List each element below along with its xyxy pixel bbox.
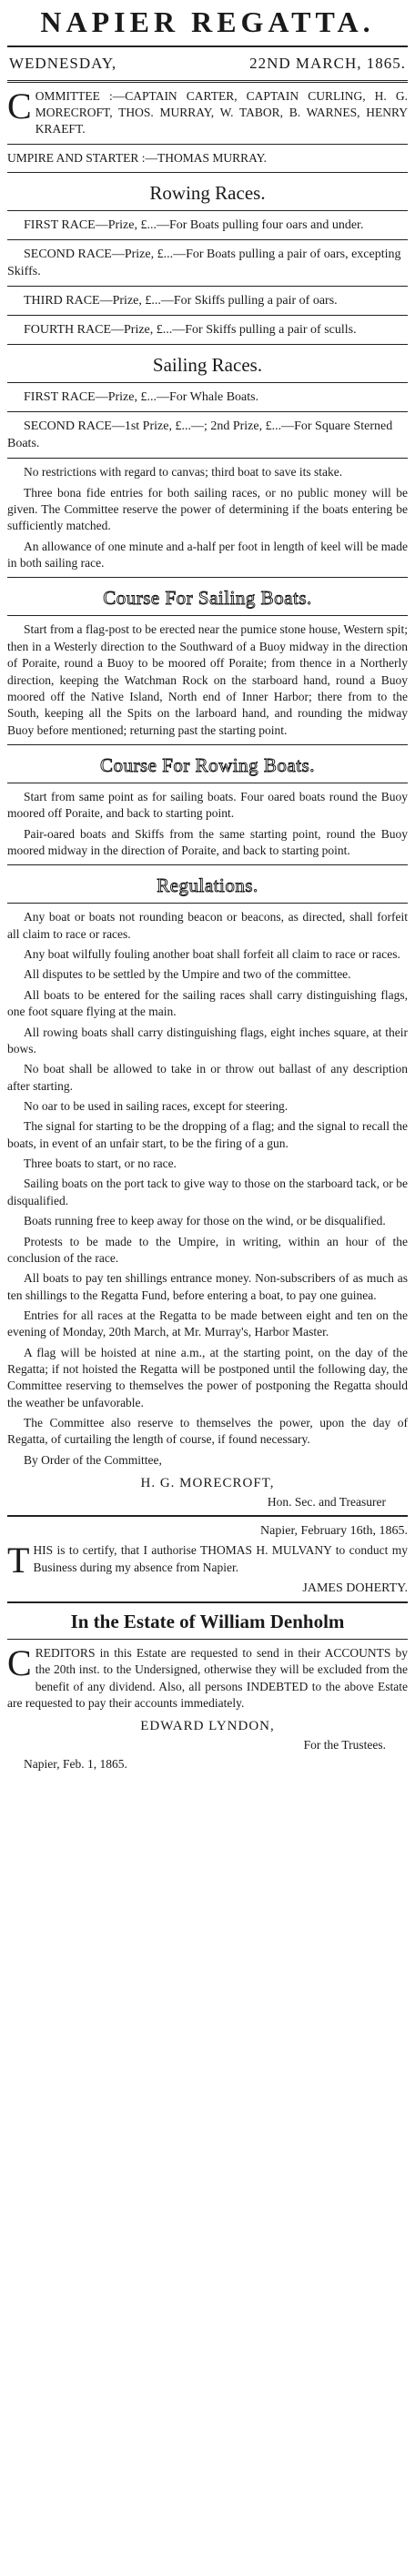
regulation-item: All rowing boats shall carry distinguishing flags, eight inches square, at their bows. bbox=[7, 1025, 408, 1056]
estate-heading: In the Estate of William Denholm bbox=[70, 1610, 345, 1632]
notice-rule bbox=[7, 1515, 408, 1517]
regulations-list bbox=[7, 909, 408, 1448]
doherty-signature: JAMES DOHERTY. bbox=[302, 1581, 408, 1595]
sailing-race-item: SECOND RACE—1st Prize, £...—; 2nd Prize, £...—For Square Sterned Boats. bbox=[7, 419, 393, 451]
race-divider bbox=[7, 411, 408, 412]
course-rowing-heading: Course For Rowing Boats. bbox=[99, 753, 315, 776]
sailing-heading-rule bbox=[7, 382, 408, 383]
rowing-race-item: FIRST RACE—Prize, £...—For Boats pulling four oars and under. bbox=[24, 218, 364, 233]
race-divider bbox=[7, 344, 408, 345]
sailing-races-heading: Sailing Races. bbox=[152, 354, 263, 377]
secretary-title: Hon. Sec. and Treasurer bbox=[267, 1495, 386, 1510]
dateline bbox=[7, 53, 408, 75]
rowing-race-item: SECOND RACE—Prize, £...—For Boats pulling a pair of oars, excepting Skiffs. bbox=[7, 247, 401, 279]
regulation-item: Any boat or boats not rounding beacon or beacons, as directed, shall forfeit all claim to race or races. bbox=[7, 910, 408, 941]
by-order-line: By Order of the Committee, bbox=[24, 1452, 162, 1467]
estate-rule bbox=[7, 1639, 408, 1640]
course-sailing-heading: Course For Sailing Boats. bbox=[103, 587, 312, 610]
section-rule bbox=[7, 577, 408, 578]
event-date: 22ND MARCH, 1865. bbox=[249, 54, 406, 72]
committee-list: COMMITTEE :—CAPTAIN CARTER, CAPTAIN CURLING, H. G. MORECROFT, THOS. MURRAY, W. TABOR, B. WARNES, HENRY KRAEFT. bbox=[7, 85, 408, 136]
regulation-item: All disputes to be settled by the Umpire and two of the committee. bbox=[24, 967, 351, 982]
estate-dateline: Napier, Feb. 1, 1865. bbox=[24, 1757, 127, 1772]
sailing-note: No restrictions with regard to canvas; third boat to save its stake. bbox=[24, 465, 343, 480]
race-divider bbox=[7, 315, 408, 316]
regulation-item: Three boats to start, or no race. bbox=[24, 1157, 177, 1171]
sailing-note: Three bona fide entries for both sailing races, or no public money will be given. The Committee reserve the power of determining if the boats entering be sufficiently matched. bbox=[7, 485, 408, 533]
section-rule bbox=[7, 744, 408, 745]
course-rowing-text: Pair-oared boats and Skiffs from the same starting point, round the Buoy moored midway in the direction of Poraite, and back to starting point. bbox=[7, 826, 408, 858]
page-title: NAPIER REGATTA. bbox=[40, 5, 375, 38]
regulation-item: The Committee also reserve to themselves the power, upon the day of Regatta, of curtailing the length of course, if found necessary. bbox=[7, 1416, 408, 1447]
regulation-item: No boat shall be allowed to take in or throw out ballast of any description after starting. bbox=[7, 1062, 408, 1093]
rowing-race-item: FOURTH RACE—Prize, £...—For Skiffs pulling a pair of sculls. bbox=[24, 323, 357, 338]
regulation-item: Protests to be made to the Umpire, in writing, within an hour of the conclusion of the race. bbox=[7, 1234, 408, 1265]
notice-rule bbox=[7, 1601, 408, 1603]
sailing-note: An allowance of one minute and a-half per foot in length of keel will be made in both sailing race. bbox=[7, 539, 408, 571]
race-divider bbox=[7, 286, 408, 287]
regulations-rule bbox=[7, 903, 408, 904]
regulation-item: Entries for all races at the Regatta to be made between eight and ten on the evening of Monday, 20th March, at Mr. Murray's, Harbor Master. bbox=[7, 1308, 408, 1339]
doherty-dateline: Napier, February 16th, 1865. bbox=[260, 1524, 408, 1539]
regulation-item: The signal for starting to be the dropping of a flag; and the signal to recall the boats, in event of an unfair start, to be the firing of a gun. bbox=[7, 1119, 408, 1150]
regulation-item: A flag will be hoisted at nine a.m., at the starting point, on the day of the Regatta; if not hoisted the Regatta will be postponed until the following day, the Committee reserving to themselves the power of postponing the Regatta should the weather be unfavorable. bbox=[7, 1345, 408, 1409]
rowing-race-item: THIRD RACE—Prize, £...—For Skiffs pulling a pair of oars. bbox=[24, 294, 338, 308]
regulation-item: All boats to be entered for the sailing races shall carry distinguishing flags, one foot square flying at the main. bbox=[7, 987, 408, 1019]
secretary-signature: H. G. MORECROFT, bbox=[140, 1476, 275, 1491]
regulation-item: Any boat wilfully fouling another boat shall forfeit all claim to race or races. bbox=[24, 947, 400, 962]
regulation-item: All boats to pay ten shillings entrance money. Non-subscribers of as much as ten shillings to the Regatta Fund, before entering a boat, to pay one guinea. bbox=[7, 1271, 408, 1302]
umpire-rule bbox=[7, 172, 408, 173]
event-day: WEDNESDAY, bbox=[9, 54, 117, 72]
regulations-heading: Regulations. bbox=[157, 874, 258, 897]
race-divider bbox=[7, 458, 408, 459]
doherty-notice-text: THIS is to certify, that I authorise THOMAS H. MULVANY to conduct my Business during my absence from Napier. bbox=[7, 1540, 408, 1581]
dateline-rule bbox=[7, 80, 408, 83]
section-rule bbox=[7, 864, 408, 865]
course-sailing-text: Start from a flag-post to be erected near the pumice stone house, Western spit; then in a Westerly direction to the Southward of a Buoy midway in the direction of Poraite, round a Buoy to be moored off Poraite; from thence in a Northerly direction, keeping the Watchman Rock on the starboard hand, round a Buoy moored off the Native Island, North end of Inner Harbor; there from to the South, keeping all the Spits on the larboard hand, and rounding the midway Buoy before mentioned; returning past the starting point. bbox=[7, 622, 408, 737]
sailing-race-item: FIRST RACE—Prize, £...—For Whale Boats. bbox=[24, 390, 259, 405]
course-rowing-text: Start from same point as for sailing boats. Four oared boats round the Buoy moored off Poraite, and back to starting point. bbox=[7, 789, 408, 821]
regulation-item: Boats running free to keep away for those on the wind, or be disqualified. bbox=[24, 1214, 386, 1228]
rowing-races-heading: Rowing Races. bbox=[149, 182, 266, 205]
committee-rule bbox=[7, 144, 408, 145]
regulation-item: Sailing boats on the port tack to give way to those on the starboard tack, or be disqualified. bbox=[7, 1177, 408, 1207]
course-sailing-rule bbox=[7, 615, 408, 616]
race-divider bbox=[7, 239, 408, 240]
title-rule bbox=[7, 45, 408, 47]
umpire-line: UMPIRE AND STARTER :—THOMAS MURRAY. bbox=[7, 150, 268, 165]
estate-signatory-title: For the Trustees. bbox=[303, 1738, 386, 1753]
estate-signature: EDWARD LYNDON, bbox=[140, 1719, 275, 1734]
regulation-item: No oar to be used in sailing races, except for steering. bbox=[24, 1098, 288, 1113]
estate-notice-text: CREDITORS in this Estate are requested to send in their ACCOUNTS by the 20th inst. to the Undersigned, otherwise they will be excluded from the benefit of any dividend. Also, all persons INDEBTED to the above Estate are requested to pay their accounts immediately. bbox=[7, 1642, 408, 1710]
rowing-heading-rule bbox=[7, 210, 408, 211]
